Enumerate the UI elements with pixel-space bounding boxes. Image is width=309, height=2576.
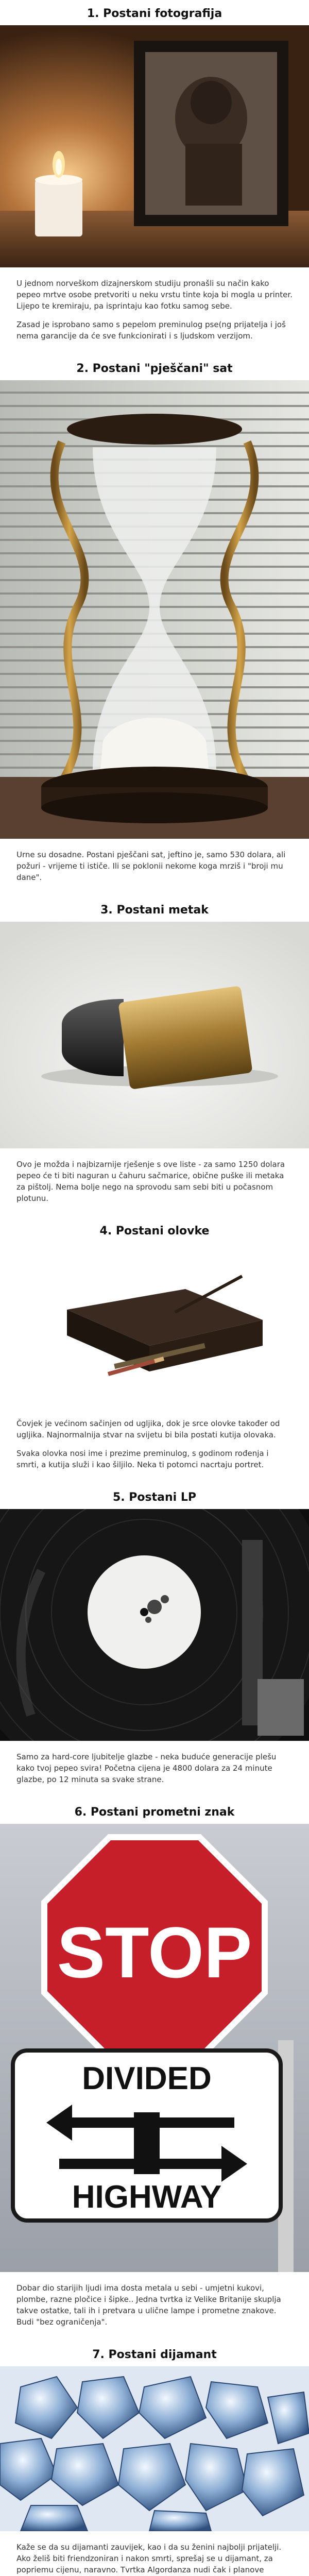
section-title-diamond: 7. Postani dijamant bbox=[92, 2348, 217, 2361]
section-title-lp: 5. Postani LP bbox=[112, 1491, 197, 1504]
section-text-lp bbox=[0, 1741, 309, 1799]
paragraph: Ovo je možda i najbizarnije rješenje s ove liste - za samo 1250 dolara pepeo će ti biti naguran u čahuru sačmarice, obične puške ili metaka za pištolj. Nema bolje nego na sprovodu sam sebi biti u počasnom plotunu. bbox=[16, 1160, 285, 1203]
paragraph: Dobar dio starijih ljudi ima dosta metala u sebi - umjetni kukovi, plombe, razne pločice i šipke.. Jedna tvrtka iz Velike Britanije skuplja takve ostatke, tali ih i pretvara u ulične lampe i prometne znakove. Budi "bez ograničenja". bbox=[16, 2283, 281, 2327]
section-text-traffic-sign bbox=[0, 2272, 309, 2341]
photo-candle-portrait bbox=[0, 25, 309, 267]
photo-pencil-box bbox=[0, 1243, 309, 1408]
paragraph: Čovjek je većinom sačinjen od ugljika, dok je srce olovke također od ugljika. Najnormalnija stvar na svijetu bi bila postati kutija olovaka. bbox=[16, 1419, 280, 1439]
paragraph: Zasad je isprobano samo s pepelom preminulog pse(ng prijatelja i još nema garancije da će sve funkcionirati i s ljudskom verzijom. bbox=[16, 320, 286, 341]
photo-bullet bbox=[0, 922, 309, 1148]
paragraph: Svaka olovka nosi ime i prezime preminulog, s godinom rođenja i smrti, a kutija služi i kao šiljilo. Neka ti potomci nacrtaju portret. bbox=[16, 1449, 269, 1469]
section-title-traffic-sign: 6. Postani prometni znak bbox=[74, 1806, 235, 1819]
section-text-bullet bbox=[0, 1148, 309, 1217]
photo-traffic-signs bbox=[0, 1824, 309, 2272]
divided-sign-text: DIVIDED bbox=[82, 2061, 212, 2096]
section-title-photograph: 1. Postani fotografija bbox=[87, 7, 222, 20]
paragraph: Urne su dosadne. Postani pješčani sat, jeftino je, samo 530 dolara, ali požuri - vrijeme ti ističe. Ili se poklonii nekome koga mrziš i "broji mu dane". bbox=[16, 850, 286, 882]
paragraph: U jednom norveškom dizajnerskom studiju pronašli su način kako pepeo mrtve osobe pretvoriti u neku vrstu tinte koja bi mogla u printer. Lijepo te kremiraju, pa isprintaju kao fotku samog sebe. bbox=[16, 279, 293, 311]
section-title-bullet: 3. Postani metak bbox=[100, 904, 209, 917]
paragraph: Kaže se da su dijamanti zauvijek, kao i da su ženini najbolji prijatelji. Ako želiš biti friendzoniran i nakon smrti, sprešaj se u dijamant, za popriemu cijenu, naravno. Tvrtka Algordanza nudi čak i planove bbox=[16, 2543, 282, 2574]
section-title-hourglass: 2. Postani "pješčani" sat bbox=[76, 362, 233, 375]
section-title-pencils: 4. Postani olovke bbox=[99, 1225, 210, 1238]
section-text-photograph bbox=[0, 267, 309, 355]
section-text-diamond bbox=[0, 2531, 309, 2576]
photo-hourglass bbox=[0, 380, 309, 839]
photo-diamonds bbox=[0, 2366, 309, 2531]
section-text-hourglass bbox=[0, 839, 309, 896]
photo-vinyl-record bbox=[0, 1509, 309, 1741]
stop-sign-text: STOP bbox=[57, 1912, 252, 1993]
highway-sign-text: HIGHWAY bbox=[72, 2179, 222, 2215]
section-text-pencils bbox=[0, 1408, 309, 1484]
paragraph: Samo za hard-core ljubitelje glazbe - neka buduće generacije plešu kako tvoj pepeo svira! Početna cijena je 4800 dolara za 24 minute glazbe, po 12 minuta sa svake strane. bbox=[16, 1752, 277, 1784]
